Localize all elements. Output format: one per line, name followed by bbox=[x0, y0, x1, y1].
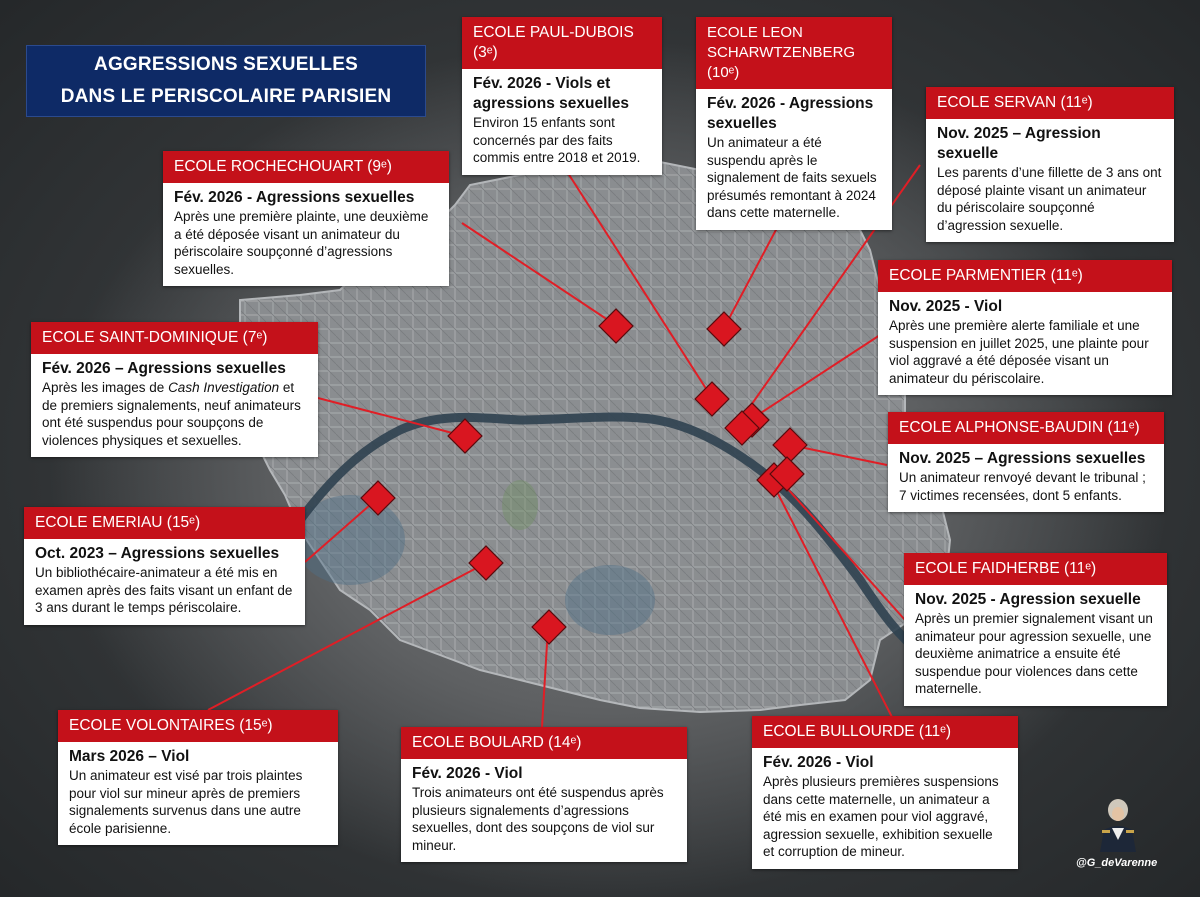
card-header: ECOLE PARMENTIER (11ᵉ) bbox=[878, 260, 1172, 292]
card-body: Un animateur renvoyé devant le tribunal ; 7 victimes recensées, dont 5 enfants. bbox=[899, 470, 1146, 503]
card-volontaires[interactable] bbox=[58, 710, 338, 845]
card-header: ECOLE ROCHECHOUART (9ᵉ) bbox=[163, 151, 449, 183]
card-body: Un animateur est visé par trois plaintes pour viol sur mineur après de premiers signalements survenus dans une autre école parisienne. bbox=[69, 768, 303, 836]
infographic-title bbox=[26, 45, 426, 117]
card-servan[interactable] bbox=[926, 87, 1174, 242]
card-title: Fév. 2026 - Agressions sexuelles bbox=[174, 189, 415, 206]
author-credit: @G_deVarenne bbox=[1076, 857, 1158, 869]
card-title: Fév. 2026 - Viol bbox=[412, 765, 523, 782]
card-parmentier[interactable] bbox=[878, 260, 1172, 395]
card-title: Fév. 2026 - Viols et agressions sexuelles bbox=[473, 75, 629, 112]
card-body: Après les images de Cash Investigation et de premiers signalements, neuf animateurs ont été suspendus pour soupçons de violences physiques et sexuelles. bbox=[42, 380, 301, 448]
card-body: Environ 15 enfants sont concernés par des faits commis entre 2018 et 2019. bbox=[473, 115, 641, 165]
card-leon-scharwtzenberg[interactable] bbox=[696, 17, 892, 230]
card-body: Trois animateurs ont été suspendus après plusieurs signalements d’agressions sexuelles, dont des soupçons de viol sur mineur. bbox=[412, 785, 664, 853]
card-header: ECOLE SERVAN (11ᵉ) bbox=[926, 87, 1174, 119]
title-line-1: AGGRESSIONS SEXUELLES bbox=[94, 54, 358, 75]
card-title: Fév. 2026 - Agressions sexuelles bbox=[707, 95, 874, 132]
card-header: ECOLE EMERIAU (15ᵉ) bbox=[24, 507, 305, 539]
card-header: ECOLE SAINT-DOMINIQUE (7ᵉ) bbox=[31, 322, 318, 354]
card-bullourde[interactable] bbox=[752, 716, 1018, 869]
card-header: ECOLE FAIDHERBE (11ᵉ) bbox=[904, 553, 1167, 585]
card-header: ECOLE LEON SCHARWTZENBERG (10ᵉ) bbox=[696, 17, 892, 89]
card-title: Nov. 2025 – Agression sexuelle bbox=[937, 125, 1101, 162]
card-saint-dominique[interactable] bbox=[31, 322, 318, 457]
card-title: Mars 2026 – Viol bbox=[69, 748, 190, 765]
card-body: Après plusieurs premières suspensions dans cette maternelle, un animateur a été mis en examen pour viol aggravé, agression sexuelle, exhibition sexuelle et corruption de mineur. bbox=[763, 774, 999, 859]
card-alphonse-baudin[interactable] bbox=[888, 412, 1164, 512]
card-body: Les parents d’une fillette de 3 ans ont déposé plainte visant un animateur du périscolaire soupçonné d’agression sexuelle. bbox=[937, 165, 1162, 233]
card-body: Après une première plainte, une deuxième a été déposée visant un animateur du périscolaire soupçonné d’agressions sexuelles. bbox=[174, 209, 429, 277]
card-body: Après une première alerte familiale et une suspension en juillet 2025, une plainte pour viol aggravé a été déposée visant un animateur du périscolaire. bbox=[889, 318, 1149, 386]
card-body: Un bibliothécaire-animateur a été mis en examen après des faits visant un enfant de 3 ans durant le temps périscolaire. bbox=[35, 565, 293, 615]
title-line-2: DANS LE PERISCOLAIRE PARISIEN bbox=[60, 86, 392, 107]
card-emeriau[interactable] bbox=[24, 507, 305, 625]
card-title: Nov. 2025 - Viol bbox=[889, 298, 1003, 315]
card-title: Fév. 2026 – Agressions sexuelles bbox=[42, 360, 286, 377]
card-header: ECOLE BOULARD (14ᵉ) bbox=[401, 727, 687, 759]
card-faidherbe[interactable] bbox=[904, 553, 1167, 706]
card-title: Oct. 2023 – Agressions sexuelles bbox=[35, 545, 280, 562]
card-paul-dubois[interactable] bbox=[462, 17, 662, 175]
card-body: Après un premier signalement visant un animateur pour agression sexuelle, une deuxième animatrice a ensuite été suspendue pour violences dans cette maternelle. bbox=[915, 611, 1153, 696]
card-header: ECOLE BULLOURDE (11ᵉ) bbox=[752, 716, 1018, 748]
card-rochechouart[interactable] bbox=[163, 151, 449, 286]
card-title: Fév. 2026 - Viol bbox=[763, 754, 874, 771]
author-avatar-icon bbox=[1096, 796, 1140, 852]
card-body: Un animateur a été suspendu après le signalement de faits sexuels présumés remontant à 2024 dans cette maternelle. bbox=[707, 135, 877, 220]
card-header: ECOLE VOLONTAIRES (15ᵉ) bbox=[58, 710, 338, 742]
card-title: Nov. 2025 – Agressions sexuelles bbox=[899, 450, 1146, 467]
card-title: Nov. 2025 - Agression sexuelle bbox=[915, 591, 1141, 608]
card-header: ECOLE ALPHONSE-BAUDIN (11ᵉ) bbox=[888, 412, 1164, 444]
card-header: ECOLE PAUL-DUBOIS (3ᵉ) bbox=[462, 17, 662, 69]
card-boulard[interactable] bbox=[401, 727, 687, 862]
